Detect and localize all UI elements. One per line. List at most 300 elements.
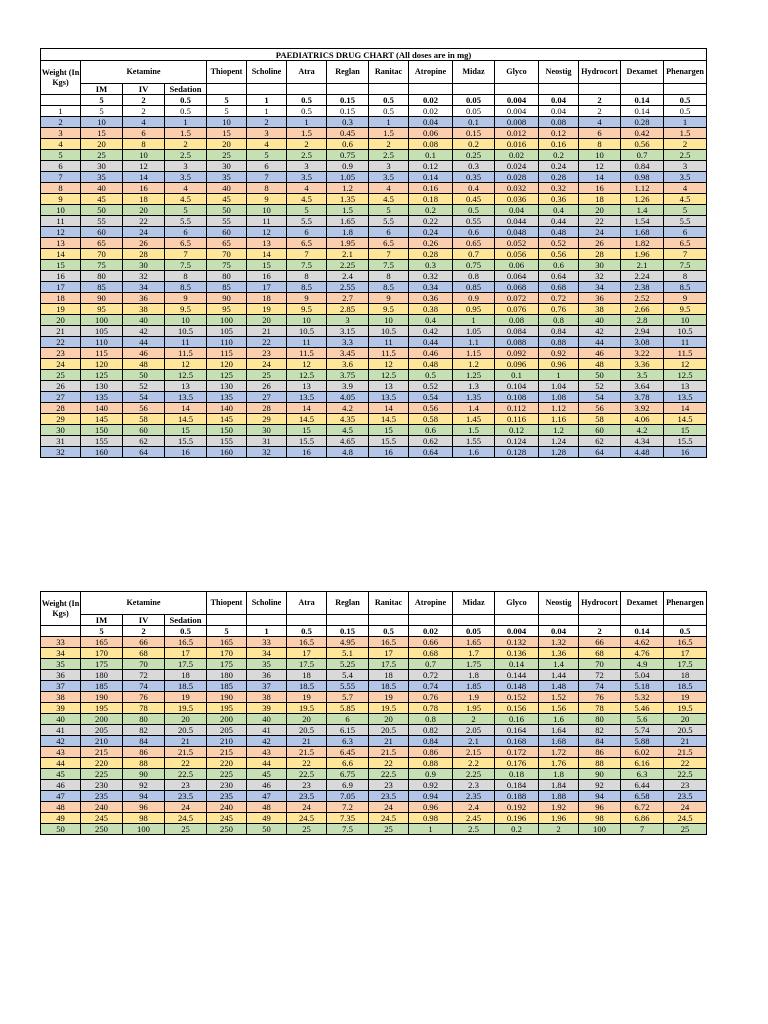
dose-cell: 0.36 [409, 293, 453, 304]
table-row [41, 282, 707, 293]
dose-cell: 1.2 [327, 183, 369, 194]
dose-cell: 30 [247, 425, 287, 436]
dose-cell: 1.26 [621, 194, 664, 205]
dose-cell: 25 [207, 150, 247, 161]
weight-cell: 38 [41, 692, 81, 703]
dose-cell: 62 [579, 436, 621, 447]
dose-cell: 14 [664, 403, 707, 414]
dose-cell: 0.6 [453, 227, 495, 238]
dose-cell: 3.36 [621, 359, 664, 370]
dose-cell: 52 [579, 381, 621, 392]
dose-cell: 56 [579, 403, 621, 414]
factor-cell: 2 [123, 95, 165, 106]
dose-cell: 32 [123, 271, 165, 282]
ketamine-header: Ketamine [81, 592, 207, 615]
dose-cell: 0.156 [495, 703, 539, 714]
dose-cell: 220 [81, 758, 123, 769]
dose-cell: 235 [81, 791, 123, 802]
dose-cell: 4.5 [664, 194, 707, 205]
dose-cell: 28 [579, 249, 621, 260]
dose-cell: 5.5 [369, 216, 409, 227]
factor-cell: 0.04 [539, 626, 579, 637]
dose-cell: 0.064 [495, 271, 539, 282]
dose-cell: 0.72 [539, 293, 579, 304]
dose-cell: 40 [81, 183, 123, 194]
dose-cell: 4 [123, 117, 165, 128]
dose-cell: 0.5 [165, 106, 207, 117]
dose-cell: 21.5 [287, 747, 327, 758]
weight-cell: 1 [41, 106, 81, 117]
dose-cell: 8 [664, 271, 707, 282]
dose-cell: 0.036 [495, 194, 539, 205]
dose-cell: 3 [247, 128, 287, 139]
dose-cell: 160 [81, 447, 123, 458]
dose-cell: 86 [123, 747, 165, 758]
dose-cell: 1.72 [539, 747, 579, 758]
dose-cell: 24.5 [165, 813, 207, 824]
factor-cell: 0.004 [495, 95, 539, 106]
dose-cell: 4.48 [621, 447, 664, 458]
dose-cell: 0.9 [453, 293, 495, 304]
dose-cell: 17 [165, 648, 207, 659]
dose-cell: 24 [369, 802, 409, 813]
dose-cell: 12 [579, 161, 621, 172]
weight-cell: 20 [41, 315, 81, 326]
dose-cell: 0.78 [409, 703, 453, 714]
glyco-header: Glyco [495, 61, 539, 84]
dose-cell: 6.3 [621, 769, 664, 780]
dose-cell: 0.7 [409, 659, 453, 670]
dose-cell: 40 [247, 714, 287, 725]
dose-cell: 5.1 [327, 648, 369, 659]
dose-cell: 130 [207, 381, 247, 392]
weight-cell: 28 [41, 403, 81, 414]
dose-cell: 0.192 [495, 802, 539, 813]
dose-cell: 8 [165, 271, 207, 282]
dose-cell: 0.02 [409, 106, 453, 117]
dose-cell: 23 [165, 780, 207, 791]
weight-cell: 37 [41, 681, 81, 692]
dose-cell: 0.45 [453, 194, 495, 205]
weight-cell: 46 [41, 780, 81, 791]
dose-cell: 12 [287, 359, 327, 370]
dose-cell: 0.2 [409, 205, 453, 216]
dose-cell: 60 [81, 227, 123, 238]
dose-cell: 7 [247, 172, 287, 183]
sedation-header: Sedation [165, 615, 207, 626]
dose-cell: 4.2 [621, 425, 664, 436]
dose-cell: 5.4 [327, 670, 369, 681]
dose-cell: 3.92 [621, 403, 664, 414]
dose-cell: 26 [123, 238, 165, 249]
table-row [41, 392, 707, 403]
weight-cell: 32 [41, 447, 81, 458]
dose-cell: 0.152 [495, 692, 539, 703]
dose-cell: 56 [123, 403, 165, 414]
dose-cell: 0.2 [495, 824, 539, 835]
table-row [41, 238, 707, 249]
dose-cell: 76 [123, 692, 165, 703]
dose-cell: 0.2 [453, 139, 495, 150]
dose-cell: 4.35 [327, 414, 369, 425]
dose-cell: 2.5 [287, 150, 327, 161]
dose-cell: 5.32 [621, 692, 664, 703]
table-row [41, 736, 707, 747]
dose-cell: 150 [81, 425, 123, 436]
dose-cell: 22.5 [664, 769, 707, 780]
dose-cell: 12.5 [287, 370, 327, 381]
weight-cell: 3 [41, 128, 81, 139]
table-row [41, 260, 707, 271]
dose-cell: 105 [81, 326, 123, 337]
dose-cell: 0.45 [327, 128, 369, 139]
dose-cell: 66 [579, 637, 621, 648]
weight-cell: 44 [41, 758, 81, 769]
dose-cell: 2 [123, 106, 165, 117]
table-row [41, 692, 707, 703]
dose-cell: 100 [81, 315, 123, 326]
dose-cell: 1.35 [327, 194, 369, 205]
dose-cell: 90 [123, 769, 165, 780]
dose-cell: 50 [207, 205, 247, 216]
dose-cell: 37 [247, 681, 287, 692]
dose-cell: 64 [579, 447, 621, 458]
table-row [41, 425, 707, 436]
factor-cell: 5 [207, 626, 247, 637]
dose-cell: 2.1 [621, 260, 664, 271]
dose-cell: 22 [123, 216, 165, 227]
dose-cell: 8 [579, 139, 621, 150]
dose-cell: 16.5 [369, 637, 409, 648]
dose-cell: 0.84 [409, 736, 453, 747]
dose-cell: 20 [287, 714, 327, 725]
dose-cell: 4.06 [621, 414, 664, 425]
dose-cell: 22 [664, 758, 707, 769]
dose-cell: 7 [287, 249, 327, 260]
table-row [41, 436, 707, 447]
dose-cell: 0.008 [495, 117, 539, 128]
dose-cell: 15 [369, 425, 409, 436]
weight-header: Weight (In Kgs) [41, 61, 81, 95]
dose-cell: 2.38 [621, 282, 664, 293]
dose-cell: 210 [81, 736, 123, 747]
dose-cell: 0.16 [409, 183, 453, 194]
dose-cell: 23.5 [369, 791, 409, 802]
table-row [41, 670, 707, 681]
dose-cell: 3 [165, 161, 207, 172]
dose-cell: 150 [207, 425, 247, 436]
dose-cell: 1.5 [369, 128, 409, 139]
dose-cell: 16 [123, 183, 165, 194]
dose-cell: 10.5 [369, 326, 409, 337]
dose-cell: 1.4 [453, 403, 495, 414]
dose-cell: 36 [123, 293, 165, 304]
dose-cell: 29 [247, 414, 287, 425]
dose-cell: 0.65 [453, 238, 495, 249]
dose-cell: 120 [207, 359, 247, 370]
dose-cell: 1.24 [539, 436, 579, 447]
dose-cell: 5.7 [327, 692, 369, 703]
dose-cell: 11.5 [369, 348, 409, 359]
dose-cell: 1.85 [453, 681, 495, 692]
factor-cell: 0.05 [453, 95, 495, 106]
dose-cell: 3.08 [621, 337, 664, 348]
dose-cell: 140 [207, 403, 247, 414]
table-row [41, 139, 707, 150]
dose-cell: 36 [579, 293, 621, 304]
midaz-header: Midaz [453, 592, 495, 615]
dose-cell: 95 [207, 304, 247, 315]
dose-cell: 5.5 [287, 216, 327, 227]
dose-cell: 11 [247, 216, 287, 227]
dose-cell: 4 [247, 139, 287, 150]
dose-cell: 0.7 [621, 150, 664, 161]
dose-cell: 14 [247, 249, 287, 260]
table-2-body [41, 637, 707, 835]
dose-cell: 21.5 [165, 747, 207, 758]
dose-cell: 16.5 [165, 637, 207, 648]
dose-cell: 7.5 [165, 260, 207, 271]
dose-cell: 10 [579, 150, 621, 161]
dose-cell: 16 [287, 447, 327, 458]
dose-cell: 155 [207, 436, 247, 447]
factor-cell: 0.5 [369, 95, 409, 106]
dose-cell: 8 [123, 139, 165, 150]
dose-cell: 185 [207, 681, 247, 692]
dose-cell: 9 [369, 293, 409, 304]
dose-cell: 9 [247, 194, 287, 205]
dose-cell: 0.24 [539, 161, 579, 172]
dose-cell: 0.14 [409, 172, 453, 183]
dose-cell: 70 [123, 659, 165, 670]
dose-cell: 35 [81, 172, 123, 183]
dose-cell: 0.24 [409, 227, 453, 238]
dose-cell: 0.08 [495, 315, 539, 326]
dose-cell: 0.92 [539, 348, 579, 359]
dose-cell: 220 [207, 758, 247, 769]
dose-cell: 1.4 [539, 659, 579, 670]
dose-cell: 20.5 [287, 725, 327, 736]
dose-cell: 5.55 [327, 681, 369, 692]
table-row [41, 758, 707, 769]
dose-cell: 2.52 [621, 293, 664, 304]
table-row [41, 293, 707, 304]
dose-cell: 72 [123, 670, 165, 681]
dose-cell: 1.4 [621, 205, 664, 216]
weight-cell: 18 [41, 293, 81, 304]
dose-cell: 19 [287, 692, 327, 703]
im-header: IM [81, 84, 123, 95]
dose-cell: 0.4 [453, 183, 495, 194]
dose-cell: 1.95 [327, 238, 369, 249]
dose-cell: 15.5 [165, 436, 207, 447]
weight-cell: 39 [41, 703, 81, 714]
dose-cell: 2 [579, 106, 621, 117]
dose-cell: 0.12 [539, 128, 579, 139]
glyco-header: Glyco [495, 592, 539, 615]
dose-cell: 2.5 [165, 150, 207, 161]
dose-cell: 4.5 [165, 194, 207, 205]
dose-cell: 4.8 [327, 447, 369, 458]
dose-cell: 6.5 [287, 238, 327, 249]
table-row [41, 106, 707, 117]
weight-cell: 17 [41, 282, 81, 293]
dose-cell: 20 [579, 205, 621, 216]
dose-cell: 30 [81, 161, 123, 172]
weight-cell: 26 [41, 381, 81, 392]
dose-cell: 245 [207, 813, 247, 824]
table-row [41, 205, 707, 216]
dose-cell: 1.95 [453, 703, 495, 714]
weight-cell: 47 [41, 791, 81, 802]
thiopent-header: Thiopent [207, 61, 247, 84]
dose-cell: 0.82 [409, 725, 453, 736]
dose-cell: 1.3 [453, 381, 495, 392]
dose-cell: 0.184 [495, 780, 539, 791]
dose-cell: 13.5 [287, 392, 327, 403]
dose-cell: 0.18 [409, 194, 453, 205]
dose-cell: 1.96 [621, 249, 664, 260]
dose-cell: 190 [81, 692, 123, 703]
weight-cell: 42 [41, 736, 81, 747]
dose-cell: 2.24 [621, 271, 664, 282]
dose-cell: 0.136 [495, 648, 539, 659]
dose-cell: 96 [123, 802, 165, 813]
dose-cell: 1.68 [621, 227, 664, 238]
dose-cell: 0.048 [495, 227, 539, 238]
dose-cell: 9.5 [369, 304, 409, 315]
dose-cell: 42 [579, 326, 621, 337]
dose-cell: 0.16 [495, 714, 539, 725]
dose-cell: 1 [247, 106, 287, 117]
dose-cell: 1.88 [539, 791, 579, 802]
table-row [41, 780, 707, 791]
dose-cell: 84 [579, 736, 621, 747]
table-row [41, 194, 707, 205]
dose-cell: 46 [247, 780, 287, 791]
table-row [41, 681, 707, 692]
dose-cell: 6 [287, 227, 327, 238]
neostig-header: Neostig [539, 592, 579, 615]
dose-cell: 3.15 [327, 326, 369, 337]
dose-cell: 1.16 [539, 414, 579, 425]
factor-cell: 0.5 [165, 626, 207, 637]
dose-cell: 6.5 [165, 238, 207, 249]
dose-cell: 2.25 [327, 260, 369, 271]
dose-cell: 3.5 [664, 172, 707, 183]
dose-cell: 16 [247, 271, 287, 282]
dose-cell: 25 [664, 824, 707, 835]
dose-cell: 13 [247, 238, 287, 249]
dose-cell: 18 [165, 670, 207, 681]
dose-cell: 11 [165, 337, 207, 348]
dose-cell: 3.5 [165, 172, 207, 183]
dose-cell: 8 [247, 183, 287, 194]
dose-cell: 5.04 [621, 670, 664, 681]
dose-cell: 1.5 [327, 205, 369, 216]
dose-cell: 2.15 [453, 747, 495, 758]
dose-cell: 31 [247, 436, 287, 447]
dose-cell: 0.55 [453, 216, 495, 227]
dose-cell: 24.5 [287, 813, 327, 824]
dose-cell: 82 [579, 725, 621, 736]
dose-cell: 4.65 [327, 436, 369, 447]
dose-cell: 0.5 [409, 370, 453, 381]
dose-cell: 0.116 [495, 414, 539, 425]
dose-cell: 47 [247, 791, 287, 802]
dose-cell: 0.74 [409, 681, 453, 692]
dose-cell: 1.65 [327, 216, 369, 227]
table-row [41, 117, 707, 128]
dose-cell: 0.05 [453, 106, 495, 117]
dose-cell: 25 [165, 824, 207, 835]
dose-cell: 0.9 [409, 769, 453, 780]
dose-cell: 0.6 [539, 260, 579, 271]
dose-cell: 170 [207, 648, 247, 659]
table-row [41, 725, 707, 736]
dose-cell: 1.44 [539, 670, 579, 681]
dose-cell: 215 [207, 747, 247, 758]
dose-cell: 10 [165, 315, 207, 326]
dose-cell: 0.96 [539, 359, 579, 370]
dose-cell: 0.48 [539, 227, 579, 238]
dose-cell: 7 [621, 824, 664, 835]
dose-cell: 2 [287, 139, 327, 150]
dose-cell: 20.5 [369, 725, 409, 736]
dose-cell: 0.8 [409, 714, 453, 725]
dose-cell: 1.5 [287, 128, 327, 139]
dose-cell: 6 [579, 128, 621, 139]
dose-cell: 0.28 [621, 117, 664, 128]
dose-cell: 1.64 [539, 725, 579, 736]
dose-cell: 205 [207, 725, 247, 736]
dose-cell: 86 [579, 747, 621, 758]
weight-header: Weight (In Kgs) [41, 592, 81, 626]
dose-cell: 24 [165, 802, 207, 813]
dose-cell: 4.2 [327, 403, 369, 414]
dose-cell: 40 [123, 315, 165, 326]
dose-cell: 16 [579, 183, 621, 194]
dose-cell: 14 [165, 403, 207, 414]
dose-cell: 0.88 [539, 337, 579, 348]
dose-cell: 9 [664, 293, 707, 304]
table-row [41, 249, 707, 260]
dose-cell: 23 [287, 780, 327, 791]
dose-cell: 13 [287, 381, 327, 392]
dose-cell: 0.092 [495, 348, 539, 359]
dose-cell: 5 [165, 205, 207, 216]
dose-cell: 24.5 [369, 813, 409, 824]
dose-cell: 0.104 [495, 381, 539, 392]
dose-cell: 110 [81, 337, 123, 348]
dose-cell: 0.164 [495, 725, 539, 736]
dose-cell: 21 [369, 736, 409, 747]
dose-cell: 3.3 [327, 337, 369, 348]
dose-cell: 60 [579, 425, 621, 436]
weight-cell: 2 [41, 117, 81, 128]
dose-cell: 8 [287, 271, 327, 282]
dose-cell: 1.52 [539, 692, 579, 703]
dose-cell: 1.54 [621, 216, 664, 227]
dose-cell: 0.26 [409, 238, 453, 249]
dose-cell: 26 [247, 381, 287, 392]
dose-cell: 78 [579, 703, 621, 714]
dose-cell: 1.35 [453, 392, 495, 403]
factor-cell: 2 [123, 626, 165, 637]
factor-cell: 0.02 [409, 626, 453, 637]
dose-cell: 0.98 [409, 813, 453, 824]
drug-chart-table-2 [40, 591, 707, 835]
